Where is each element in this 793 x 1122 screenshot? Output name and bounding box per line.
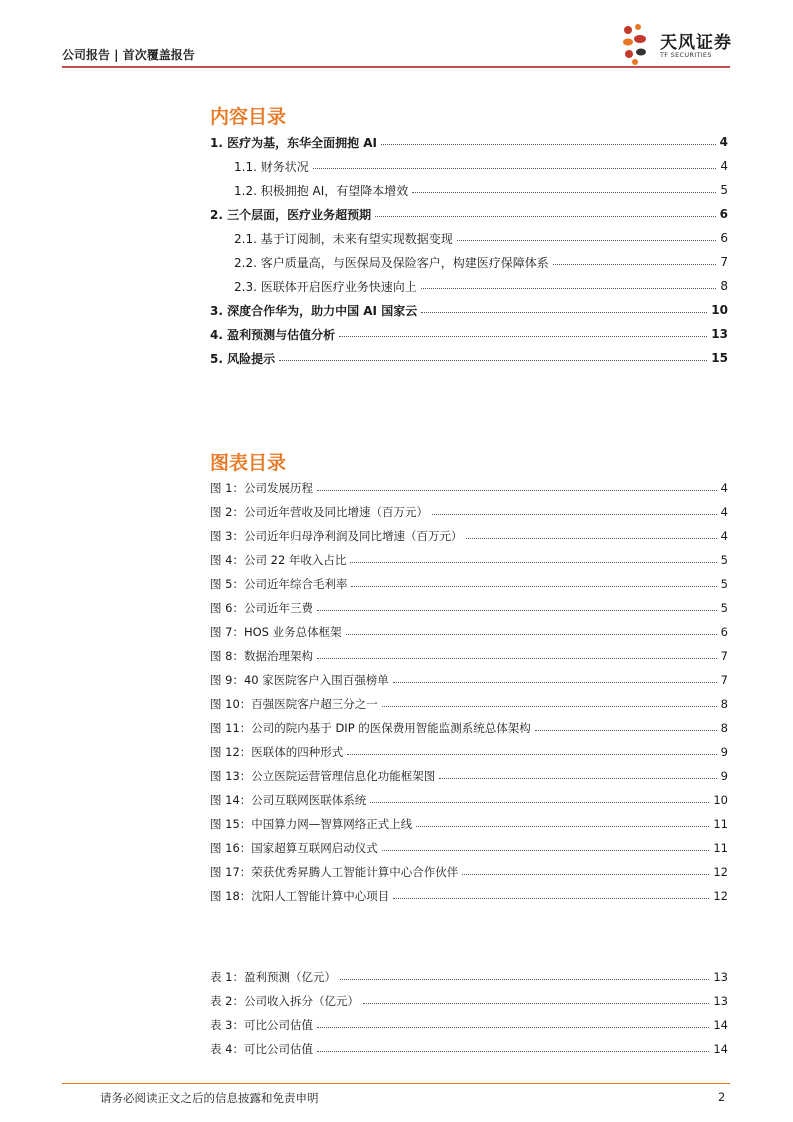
- figure-list: [210, 476, 728, 908]
- dot-leader: [466, 524, 716, 539]
- figure-entry-label: 图 7：HOS 业务总体框架: [210, 625, 342, 639]
- dot-leader: [382, 836, 710, 851]
- toc-list: [210, 130, 728, 370]
- figure-entry-label: 图 8：数据治理架构: [210, 649, 313, 663]
- dot-leader: [350, 548, 716, 563]
- table-entry-label: 表 1：盈利预测（亿元）: [210, 970, 336, 984]
- toc-entry-label: 1.2. 积极拥抱 AI，有望降本增效: [234, 183, 409, 198]
- dot-leader: [416, 812, 709, 827]
- dot-leader: [347, 740, 716, 755]
- dot-leader: [279, 346, 707, 361]
- table-entry-label: 表 4：可比公司估值: [210, 1042, 313, 1056]
- figure-entry-label: 图 9：40 家医院客户入围百强榜单: [210, 673, 389, 687]
- figure-entry-label: 图 3：公司近年归母净利润及同比增速（百万元）: [210, 529, 463, 543]
- dot-leader: [381, 130, 716, 145]
- figure-entry-page: 5: [720, 577, 728, 591]
- toc-entry-label: 2.3. 医联体开启医疗业务快速向上: [234, 279, 417, 294]
- toc-entry-page: 8: [720, 279, 728, 293]
- figure-entry-label: 图 14：公司互联网医联体系统: [210, 793, 367, 807]
- figure-entry-label: 图 12：医联体的四种形式: [210, 745, 344, 759]
- figure-entry[interactable]: [210, 884, 728, 908]
- dot-leader: [393, 668, 717, 683]
- figure-entry[interactable]: [210, 524, 728, 548]
- toc-entry[interactable]: [210, 346, 728, 370]
- figure-entry-page: 9: [720, 745, 728, 759]
- figure-entry-page: 4: [720, 505, 728, 519]
- toc-entry[interactable]: [210, 250, 728, 274]
- figure-entry-page: 11: [713, 817, 728, 831]
- dot-leader: [317, 596, 717, 611]
- figure-entry[interactable]: [210, 596, 728, 620]
- figure-entry[interactable]: [210, 692, 728, 716]
- toc-entry[interactable]: [210, 178, 728, 202]
- figure-entry[interactable]: [210, 500, 728, 524]
- dot-leader: [340, 965, 709, 980]
- toc-title: 内容目录: [210, 106, 287, 128]
- dot-leader: [370, 788, 709, 803]
- figure-entry-page: 12: [713, 865, 728, 879]
- toc-entry-label: 2. 三个层面，医疗业务超预期: [210, 207, 372, 222]
- dot-leader: [439, 764, 716, 779]
- toc-entry[interactable]: [210, 322, 728, 346]
- figure-entry-label: 图 1：公司发展历程: [210, 481, 313, 495]
- figure-entry[interactable]: [210, 788, 728, 812]
- dot-leader: [351, 572, 716, 587]
- toc-entry-page: 5: [720, 183, 728, 197]
- toc-entry-label: 2.1. 基于订阅制，未来有望实现数据变现: [234, 231, 453, 246]
- page-number: 2: [718, 1090, 726, 1104]
- toc-entry[interactable]: [210, 154, 728, 178]
- toc-entry-page: 15: [711, 351, 728, 365]
- figure-entry[interactable]: [210, 764, 728, 788]
- figure-entry-label: 图 18：沈阳人工智能计算中心项目: [210, 889, 390, 903]
- figure-entry-label: 图 10：百强医院客户超三分之一: [210, 697, 378, 711]
- figure-entry-label: 图 16：国家超算互联网启动仪式: [210, 841, 378, 855]
- figure-entry[interactable]: [210, 644, 728, 668]
- figure-entry-label: 图 17：荣获优秀昇腾人工智能计算中心合作伙伴: [210, 865, 459, 879]
- toc-entry-page: 13: [711, 327, 728, 341]
- dot-leader: [462, 860, 709, 875]
- dot-leader: [375, 202, 716, 217]
- figure-entry-page: 9: [720, 769, 728, 783]
- header-divider: [62, 66, 730, 68]
- figure-entry-page: 12: [713, 889, 728, 903]
- figure-entry[interactable]: [210, 668, 728, 692]
- dot-leader: [421, 274, 717, 289]
- figure-entry-label: 图 4：公司 22 年收入占比: [210, 553, 347, 567]
- logo-mark-icon: [620, 22, 656, 66]
- dot-leader: [339, 322, 707, 337]
- toc-entry[interactable]: [210, 130, 728, 154]
- figure-entry-page: 7: [720, 649, 728, 663]
- toc-entry-label: 1.1. 财务状况: [234, 159, 309, 174]
- table-entry-page: 14: [713, 1018, 728, 1032]
- table-entry[interactable]: [210, 1013, 728, 1037]
- figure-entry-label: 图 15：中国算力网—智算网络正式上线: [210, 817, 413, 831]
- figure-entry-page: 5: [720, 601, 728, 615]
- toc-entry-label: 4. 盈利预测与估值分析: [210, 327, 336, 342]
- figure-entry-label: 图 11：公司的院内基于 DIP 的医保费用智能监测系统总体架构: [210, 721, 531, 735]
- toc-entry-page: 4: [719, 135, 728, 149]
- report-type-label: 公司报告 | 首次覆盖报告: [62, 48, 195, 62]
- toc-entry-label: 5. 风险提示: [210, 351, 276, 366]
- figure-entry-page: 4: [720, 529, 728, 543]
- dot-leader: [317, 1037, 709, 1052]
- figure-entry-label: 图 13：公立医院运营管理信息化功能框架图: [210, 769, 436, 783]
- dot-leader: [363, 989, 709, 1004]
- logo-text-en: TF SECURITIES: [660, 51, 712, 59]
- table-entry[interactable]: [210, 1037, 728, 1061]
- dot-leader: [346, 620, 717, 635]
- toc-entry-label: 2.2. 客户质量高，与医保局及保险客户，构建医疗保障体系: [234, 255, 549, 270]
- logo-text-cn: 天风证券: [660, 33, 732, 53]
- figure-entry-page: 11: [713, 841, 728, 855]
- toc-entry[interactable]: [210, 274, 728, 298]
- figure-entry[interactable]: [210, 572, 728, 596]
- footer-disclaimer: 请务必阅读正文之后的信息披露和免责申明: [100, 1091, 319, 1105]
- figure-entry-page: 7: [720, 673, 728, 687]
- table-entry[interactable]: [210, 965, 728, 989]
- toc-entry-page: 4: [720, 159, 728, 173]
- toc-entry-page: 7: [720, 255, 728, 269]
- figure-entry[interactable]: [210, 812, 728, 836]
- toc-entry-page: 10: [711, 303, 728, 317]
- dot-leader: [382, 692, 717, 707]
- table-entry-label: 表 3：可比公司估值: [210, 1018, 313, 1032]
- toc-entry[interactable]: [210, 226, 728, 250]
- figure-entry[interactable]: [210, 620, 728, 644]
- figure-entry[interactable]: [210, 740, 728, 764]
- company-logo: [620, 22, 732, 66]
- figure-entry-page: 10: [713, 793, 728, 807]
- figure-entry-page: 6: [720, 625, 728, 639]
- figure-entry[interactable]: [210, 548, 728, 572]
- figure-entry-page: 8: [720, 697, 728, 711]
- table-list: [210, 965, 728, 1061]
- figure-entry-label: 图 5：公司近年综合毛利率: [210, 577, 348, 591]
- figure-entry[interactable]: [210, 836, 728, 860]
- figure-entry-page: 5: [720, 553, 728, 567]
- toc-entry[interactable]: [210, 298, 728, 322]
- dot-leader: [317, 476, 717, 491]
- dot-leader: [317, 1013, 709, 1028]
- dot-leader: [553, 250, 717, 265]
- toc-entry-page: 6: [720, 231, 728, 245]
- toc-entry-label: 1. 医疗为基，东华全面拥抱 AI: [210, 135, 378, 150]
- dot-leader: [432, 500, 717, 515]
- dot-leader: [421, 298, 707, 313]
- dot-leader: [313, 154, 717, 169]
- figure-entry[interactable]: [210, 476, 728, 500]
- figure-entry[interactable]: [210, 716, 728, 740]
- dot-leader: [393, 884, 709, 899]
- table-entry-page: 13: [713, 994, 728, 1008]
- figure-entry-label: 图 6：公司近年三费: [210, 601, 313, 615]
- dot-leader: [535, 716, 717, 731]
- footer-divider: [62, 1083, 730, 1084]
- toc-entry[interactable]: [210, 202, 728, 226]
- figure-entry[interactable]: [210, 860, 728, 884]
- toc-entry-page: 6: [719, 207, 728, 221]
- figure-entry-page: 8: [720, 721, 728, 735]
- dot-leader: [412, 178, 716, 193]
- dot-leader: [457, 226, 717, 241]
- figure-index-title: 图表目录: [210, 452, 287, 474]
- table-entry-page: 14: [713, 1042, 728, 1056]
- dot-leader: [317, 644, 717, 659]
- figure-entry-label: 图 2：公司近年营收及同比增速（百万元）: [210, 505, 428, 519]
- table-entry-page: 13: [713, 970, 728, 984]
- figure-entry-page: 4: [720, 481, 728, 495]
- table-entry-label: 表 2：公司收入拆分（亿元）: [210, 994, 359, 1008]
- toc-entry-label: 3. 深度合作华为，助力中国 AI 国家云: [210, 303, 418, 318]
- table-entry[interactable]: [210, 989, 728, 1013]
